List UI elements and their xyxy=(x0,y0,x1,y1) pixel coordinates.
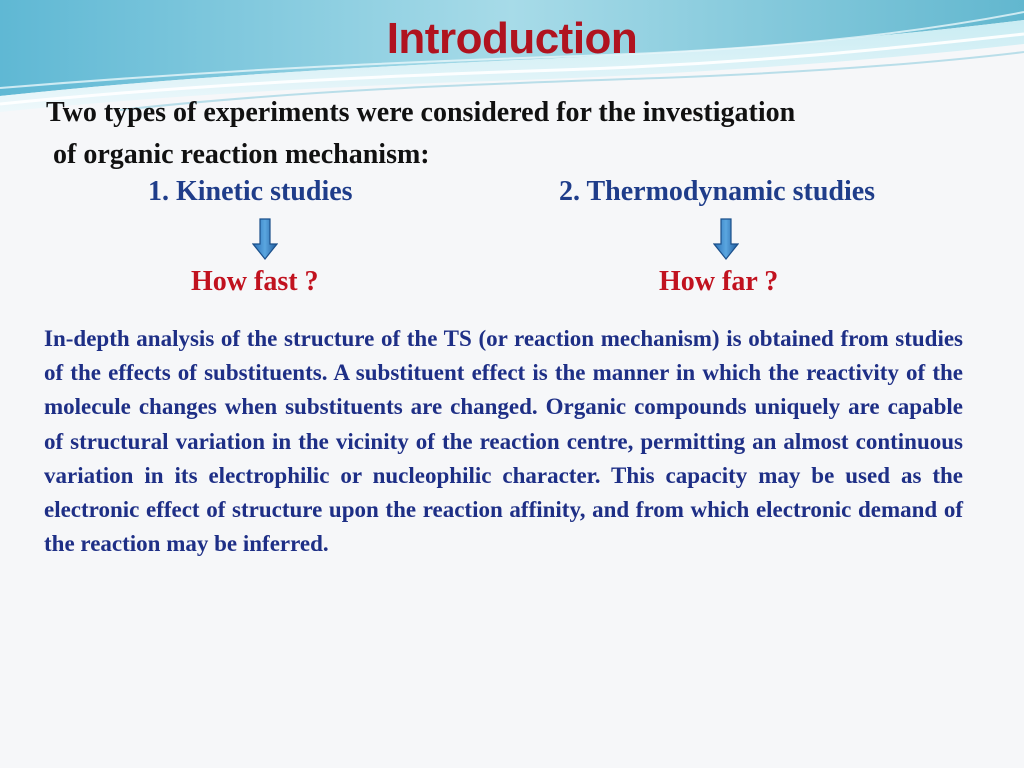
intro-line-2: of organic reaction mechanism: xyxy=(53,139,430,170)
slide-title: Introduction xyxy=(386,14,638,63)
intro-line-1: Two types of experiments were considered for the investigation xyxy=(46,97,796,128)
kinetic-studies-heading: 1. Kinetic studies xyxy=(148,176,353,207)
down-arrow-icon xyxy=(713,218,739,260)
thermodynamic-studies-heading: 2. Thermodynamic studies xyxy=(559,176,876,207)
how-fast-label: How fast ? xyxy=(191,266,319,297)
intro-text xyxy=(46,92,986,176)
down-arrow-icon xyxy=(252,218,278,260)
how-far-label: How far ? xyxy=(659,266,779,297)
body-paragraph: In-depth analysis of the structure of the TS (or reaction mechanism) is obtained from studies of the effects of substituents. A substituent effect is the manner in which the reactivity of the molecule changes when substituents are changed. Organic compounds uniquely are capable of structural variation in the vicinity of the reaction centre, permitting an almost continuous variation in its electrophilic or nucleophilic character. This capacity may be used as the electronic effect of structure upon the reaction affinity, and from which electronic demand of the reaction may be inferred. xyxy=(44,326,963,557)
